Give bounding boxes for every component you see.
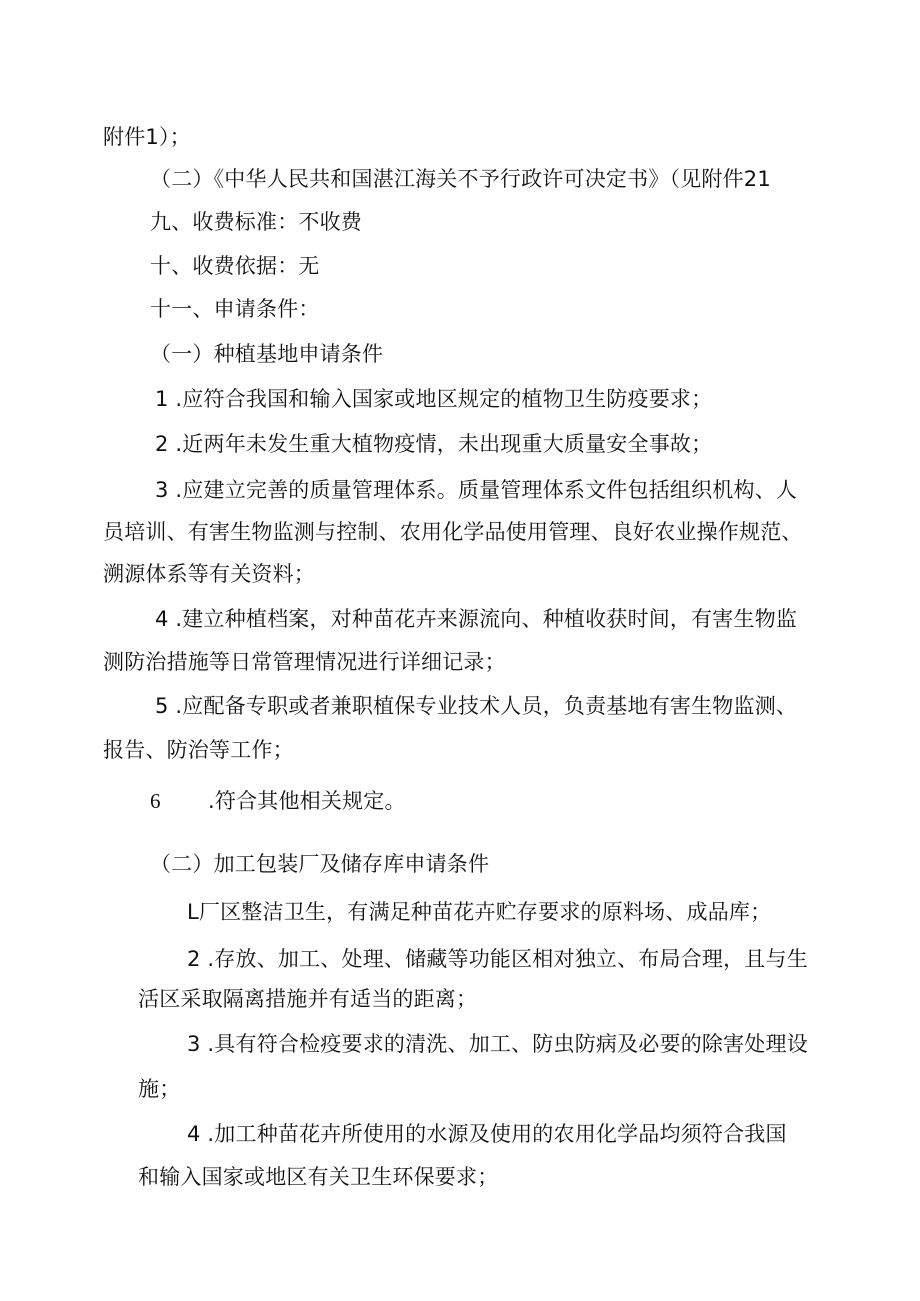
list-item: 4 .加工种苗花卉所使用的水源及使用的农用化学品均须符合我国 [187, 1122, 787, 1146]
list-item-continued: 员培训、有害生物监测与控制、农用化学品使用管理、良好农业操作规范、 [103, 520, 803, 544]
list-item: 3 .具有符合检疫要求的清洗、加工、防虫防病及必要的除害处理设 [187, 1032, 808, 1056]
list-item: .符合其他相关规定。 [208, 789, 406, 813]
list-item-continued: 溯源体系等有关资料； [103, 562, 315, 586]
list-item-continued: 施； [138, 1077, 181, 1101]
list-item: 2 .存放、加工、处理、储藏等功能区相对独立、布局合理，且与生 [187, 947, 808, 971]
section-heading: 十、收费依据：无 [150, 254, 320, 278]
list-item-number: 6 [150, 789, 161, 813]
list-item: 2 .近两年未发生重大植物疫情，未出现重大质量安全事故； [155, 432, 713, 456]
list-item-continued: 活区采取隔离措施并有适当的距离； [138, 987, 478, 1011]
subsection-heading: （二）加工包装厂及储存库申请条件 [150, 852, 490, 876]
list-item: 1 .应符合我国和输入国家或地区规定的植物卫生防疫要求； [155, 387, 713, 411]
section-heading: 十一、申请条件： [150, 297, 320, 321]
list-item: 5 .应配备专职或者兼职植保专业技术人员，负责基地有害生物监测、 [155, 694, 798, 718]
list-item-continued: 报告、防治等工作； [103, 738, 294, 762]
list-item: 3 .应建立完善的质量管理体系。质量管理体系文件包括组织机构、人 [155, 478, 798, 502]
text-line: （二）《中华人民共和国湛江海关不予行政许可决定书》（见附件21 [150, 167, 771, 191]
section-heading: 九、收费标准：不收费 [150, 210, 362, 234]
list-item-continued: 和输入国家或地区有关卫生环保要求； [138, 1165, 499, 1189]
text-line: 附件1）； [103, 125, 191, 149]
list-item-continued: 测防治措施等日常管理情况进行详细记录； [103, 650, 506, 674]
list-item: L厂区整洁卫生，有满足种苗花卉贮存要求的原料场、成品库； [187, 900, 772, 924]
subsection-heading: （一）种植基地申请条件 [150, 342, 384, 366]
list-item: 4 .建立种植档案，对种苗花卉来源流向、种植收获时间，有害生物监 [155, 607, 798, 631]
